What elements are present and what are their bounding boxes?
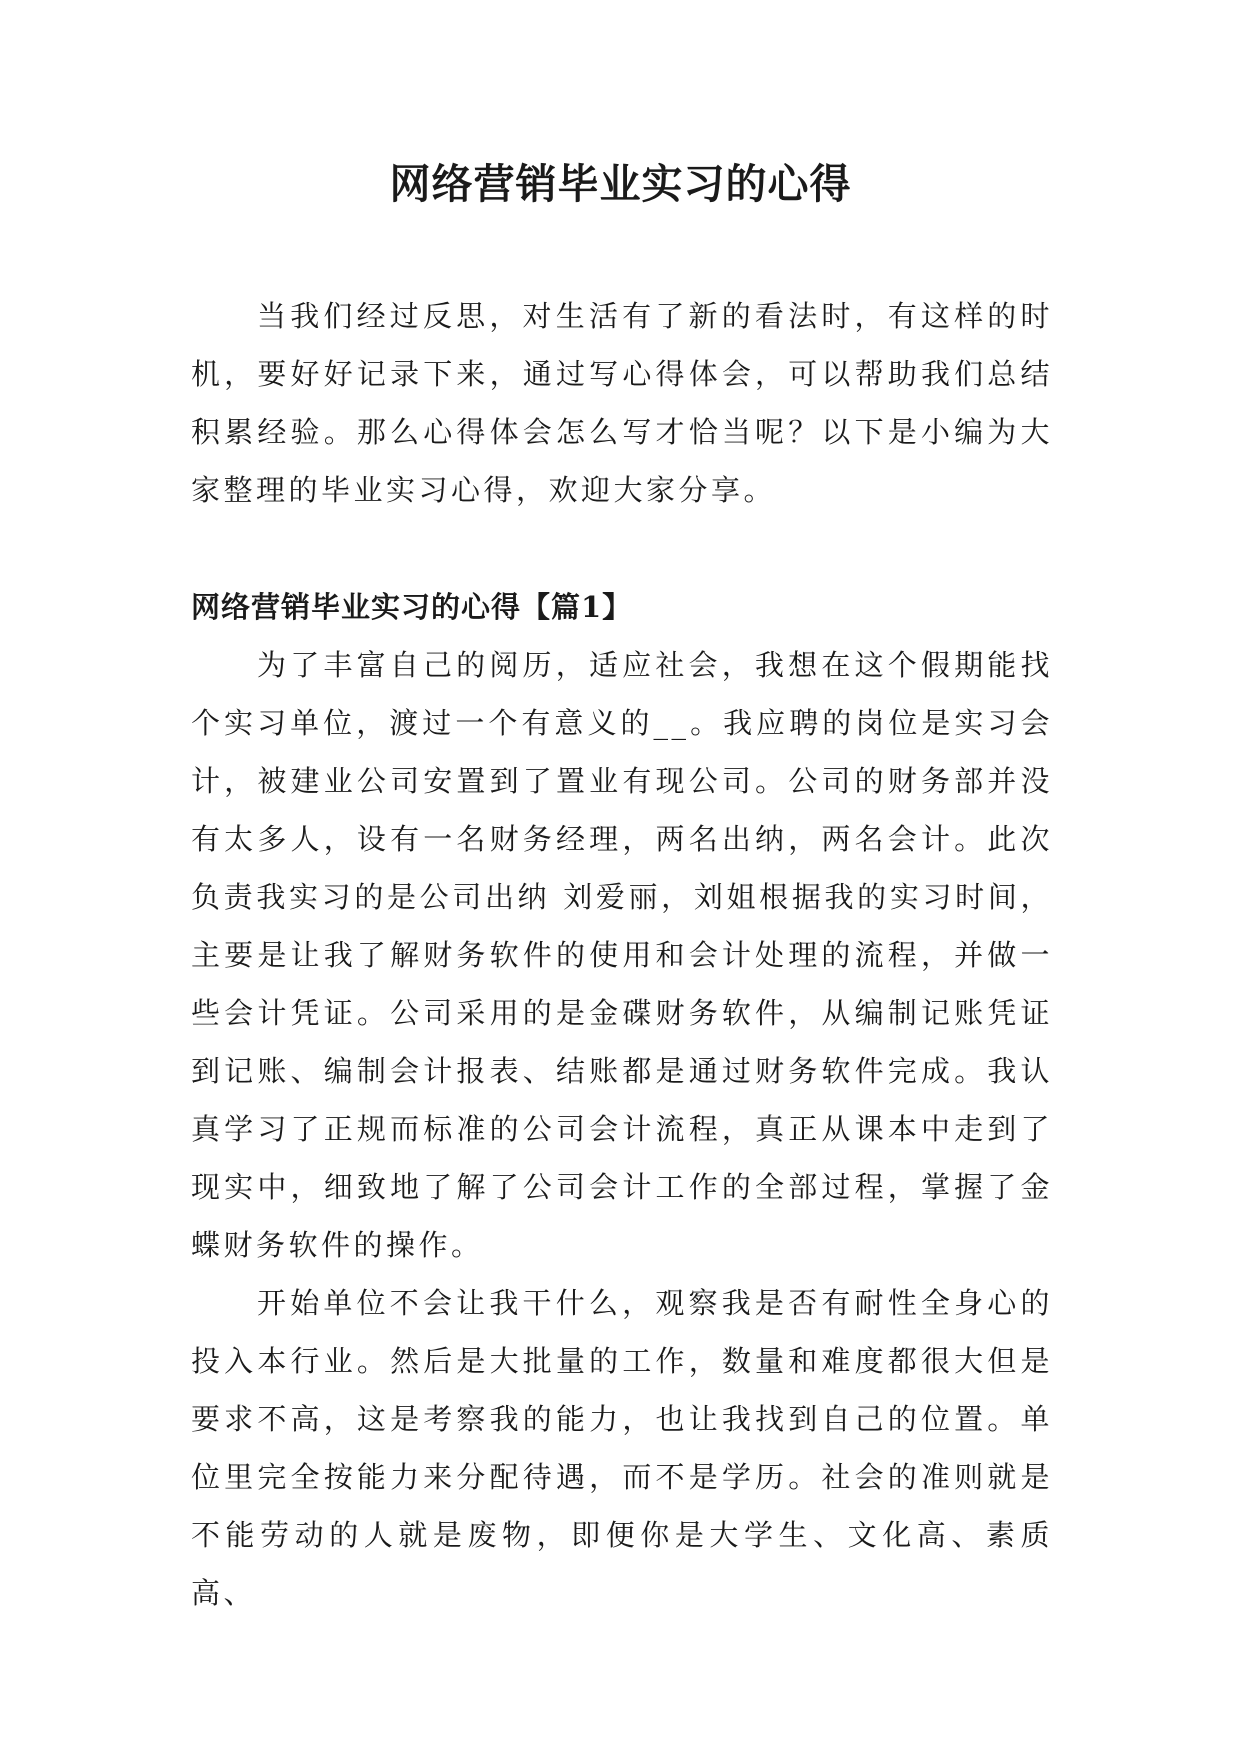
intro-paragraph: 当我们经过反思，对生活有了新的看法时，有这样的时机，要好好记录下来，通过写心得体会，可以帮助我们总结积累经验。那么心得体会怎么写才恰当呢？以下是小编为大家整理的毕业实习心得，欢迎大家分享。 [191, 299, 1053, 507]
section-heading: 网络营销毕业实习的心得【篇1】 [191, 590, 633, 624]
body-paragraph: 为了丰富自己的阅历，适应社会，我想在这个假期能找个实习单位，渡过一个有意义的__。我应聘的岗位是实习会计，被建业公司安置到了置业有现公司。公司的财务部并没有太多人，设有一名财务经理，两名出纳，两名会计。此次负责我实习的是公司出纳 刘爱丽，刘姐根据我的实习时间，主要是让我了解财务软件的使用和会计处理的流程，并做一些会计凭证。公司采用的是金碟财务软件，从编制记账凭证到记账、编制会计报表、结账都是通过财务软件完成。我认真学习了正规而标准的公司会计流程，真正从课本中走到了现实中，细致地了解了公司会计工作的全部过程，掌握了金蝶财务软件的操作。 [191, 648, 1053, 1262]
section-body [191, 636, 1053, 1622]
body-paragraph: 开始单位不会让我干什么，观察我是否有耐性全身心的投入本行业。然后是大批量的工作，数量和难度都很大但是要求不高，这是考察我的能力，也让我找到自己的位置。单位里完全按能力来分配待遇，而不是学历。社会的准则就是不能劳动的人就是废物，即便你是大学生、文化高、素质高、 [191, 1286, 1053, 1610]
document-title: 网络营销毕业实习的心得 [389, 160, 852, 208]
